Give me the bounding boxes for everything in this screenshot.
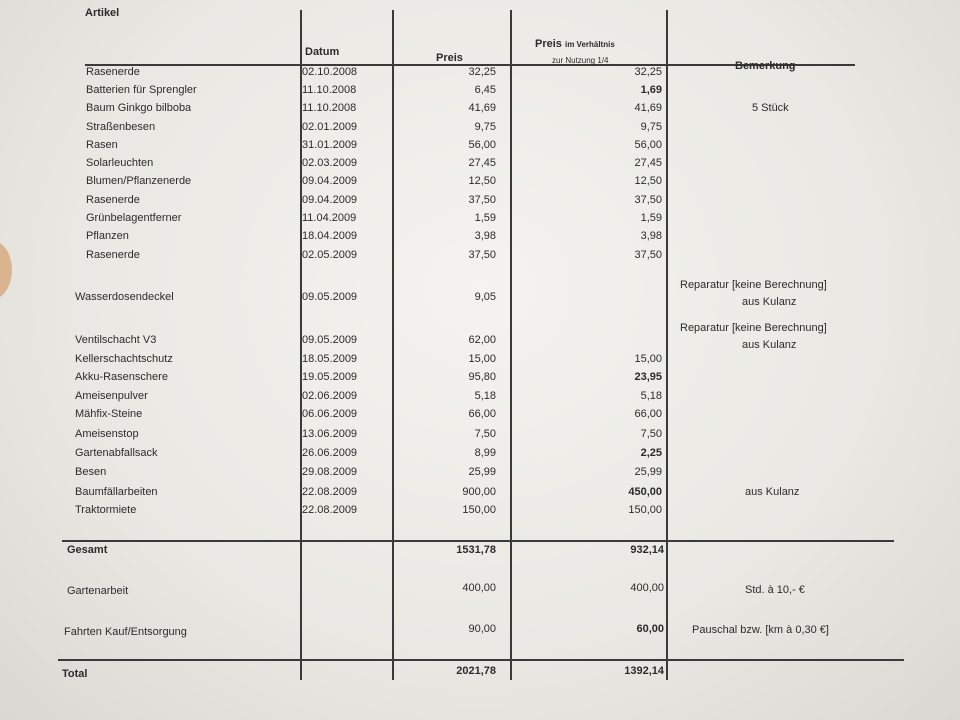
item-price: 900,00 (462, 486, 496, 498)
item-date: 02.01.2009 (302, 121, 358, 133)
column-divider (666, 10, 668, 680)
item-name: Ameisenstop (75, 428, 139, 440)
item-price: 12,50 (468, 175, 496, 187)
item-date: 11.04.2009 (302, 212, 357, 224)
item-price: 8,99 (474, 447, 496, 459)
item-date: 09.05.2009 (302, 291, 358, 303)
summary-gartenarbeit-price: 400,00 (462, 582, 496, 594)
item-name: Wasserdosendeckel (75, 291, 174, 303)
item-date: 09.04.2009 (302, 194, 358, 206)
item-ratio-price: 37,50 (634, 194, 662, 206)
header-artikel: Artikel (85, 7, 120, 19)
item-ratio-price: 5,18 (640, 390, 662, 402)
item-name: Rasenerde (86, 249, 140, 261)
item-name: Akku-Rasenschere (75, 371, 168, 383)
item-date: 18.04.2009 (302, 230, 358, 242)
item-ratio-price: 9,75 (640, 121, 662, 133)
header-bemerkung: Bemerkung (735, 60, 796, 72)
item-remark: aus Kulanz (745, 486, 800, 498)
total-label: Total (62, 668, 88, 680)
column-divider (392, 10, 394, 680)
item-ratio-price: 32,25 (634, 66, 662, 78)
summary-gesamt-label: Gesamt (67, 544, 108, 556)
item-price: 95,80 (468, 371, 496, 383)
item-date: 02.06.2009 (302, 390, 358, 402)
item-price: 5,18 (474, 390, 496, 402)
item-date: 22.08.2009 (302, 504, 358, 516)
total-price: 2021,78 (456, 665, 496, 677)
item-name: Baumfällarbeiten (75, 486, 158, 498)
item-remark-line2: aus Kulanz (742, 339, 797, 351)
item-price: 6,45 (474, 84, 496, 96)
summary-gartenarbeit-remark: Std. à 10,- € (745, 584, 805, 596)
item-price: 25,99 (468, 466, 496, 478)
item-price: 37,50 (468, 194, 496, 206)
item-date: 09.05.2009 (302, 334, 358, 346)
item-date: 22.08.2009 (302, 486, 358, 498)
item-name: Straßenbesen (86, 121, 156, 133)
total-ratio: 1392,14 (624, 665, 664, 677)
item-price: 56,00 (468, 139, 496, 151)
item-price: 32,25 (468, 66, 496, 78)
item-price: 1,59 (474, 212, 496, 224)
item-ratio-price: 450,00 (628, 486, 662, 498)
item-date: 11.10.2008 (302, 84, 357, 96)
item-price: 62,00 (468, 334, 496, 346)
item-date: 26.06.2009 (302, 447, 358, 459)
item-date: 29.08.2009 (302, 466, 358, 478)
item-name: Rasenerde (86, 194, 140, 206)
header-datum: Datum (305, 46, 340, 58)
summary-fahrten-price: 90,00 (468, 623, 496, 635)
item-ratio-price: 37,50 (634, 249, 662, 261)
summary-fahrten-label: Fahrten Kauf/Entsorgung (64, 626, 187, 638)
item-ratio-price: 1,69 (640, 84, 662, 96)
item-ratio-price: 3,98 (640, 230, 662, 242)
item-name: Kellerschachtschutz (75, 353, 173, 365)
header-ratio-sub: zur Nutzung 1/4 (552, 56, 609, 65)
item-name: Grünbelagentferner (86, 212, 182, 224)
item-price: 41,69 (468, 102, 496, 114)
summary-gesamt-price: 1531,78 (456, 544, 496, 556)
item-ratio-price: 25,99 (634, 466, 662, 478)
item-name: Ventilschacht V3 (75, 334, 157, 346)
item-name: Blumen/Pflanzenerde (86, 175, 192, 187)
item-name: Mähfix-Steine (75, 408, 143, 420)
item-name: Pflanzen (86, 230, 129, 242)
item-price: 9,05 (474, 291, 496, 303)
item-date: 13.06.2009 (302, 428, 358, 440)
summary-gartenarbeit-label: Gartenarbeit (67, 585, 129, 597)
item-date: 02.05.2009 (302, 249, 358, 261)
item-price: 66,00 (468, 408, 496, 420)
item-price: 15,00 (468, 353, 496, 365)
column-divider (510, 10, 512, 680)
item-ratio-price: 7,50 (640, 428, 662, 440)
item-name: Solarleuchten (86, 157, 154, 169)
item-date: 18.05.2009 (302, 353, 358, 365)
item-price: 3,98 (474, 230, 496, 242)
item-price: 9,75 (474, 121, 496, 133)
item-date: 02.03.2009 (302, 157, 358, 169)
item-name: Besen (75, 466, 107, 478)
item-date: 09.04.2009 (302, 175, 358, 187)
item-ratio-price: 23,95 (634, 371, 662, 383)
item-name: Baum Ginkgo bilboba (86, 102, 192, 114)
header-preis: Preis (436, 52, 463, 64)
item-date: 31.01.2009 (302, 139, 358, 151)
item-date: 19.05.2009 (302, 371, 358, 383)
item-remark: 5 Stück (752, 102, 789, 114)
item-ratio-price: 2,25 (640, 447, 662, 459)
item-date: 02.10.2008 (302, 66, 358, 78)
item-ratio-price: 15,00 (634, 353, 662, 365)
item-remark: Reparatur [keine Berechnung] (680, 322, 827, 334)
item-date: 11.10.2008 (302, 102, 357, 114)
item-price: 150,00 (462, 504, 496, 516)
item-ratio-price: 56,00 (634, 139, 662, 151)
item-name: Rasen (86, 139, 118, 151)
item-ratio-price: 150,00 (628, 504, 662, 516)
subtotal-rule (62, 540, 894, 542)
item-name: Ameisenpulver (75, 390, 148, 402)
item-ratio-price: 27,45 (634, 157, 662, 169)
item-remark-line2: aus Kulanz (742, 296, 797, 308)
item-price: 27,45 (468, 157, 496, 169)
summary-gesamt-ratio: 932,14 (630, 544, 664, 556)
summary-gartenarbeit-ratio: 400,00 (630, 582, 664, 594)
header-preis-ratio: Preis im Verhältnis (535, 38, 615, 50)
summary-fahrten-ratio: 60,00 (636, 623, 664, 635)
summary-fahrten-remark: Pauschal bzw. [km à 0,30 €] (692, 624, 829, 636)
item-name: Rasenerde (86, 66, 140, 78)
item-ratio-price: 41,69 (634, 102, 662, 114)
item-ratio-price: 66,00 (634, 408, 662, 420)
item-ratio-price: 12,50 (634, 175, 662, 187)
item-name: Gartenabfallsack (75, 447, 158, 459)
item-date: 06.06.2009 (302, 408, 358, 420)
item-remark: Reparatur [keine Berechnung] (680, 279, 827, 291)
total-rule (58, 659, 904, 661)
item-price: 7,50 (474, 428, 496, 440)
item-name: Traktormiete (75, 504, 137, 516)
item-ratio-price: 1,59 (640, 212, 662, 224)
finger-edge (0, 240, 12, 300)
item-price: 37,50 (468, 249, 496, 261)
item-name: Batterien für Sprengler (86, 84, 197, 96)
